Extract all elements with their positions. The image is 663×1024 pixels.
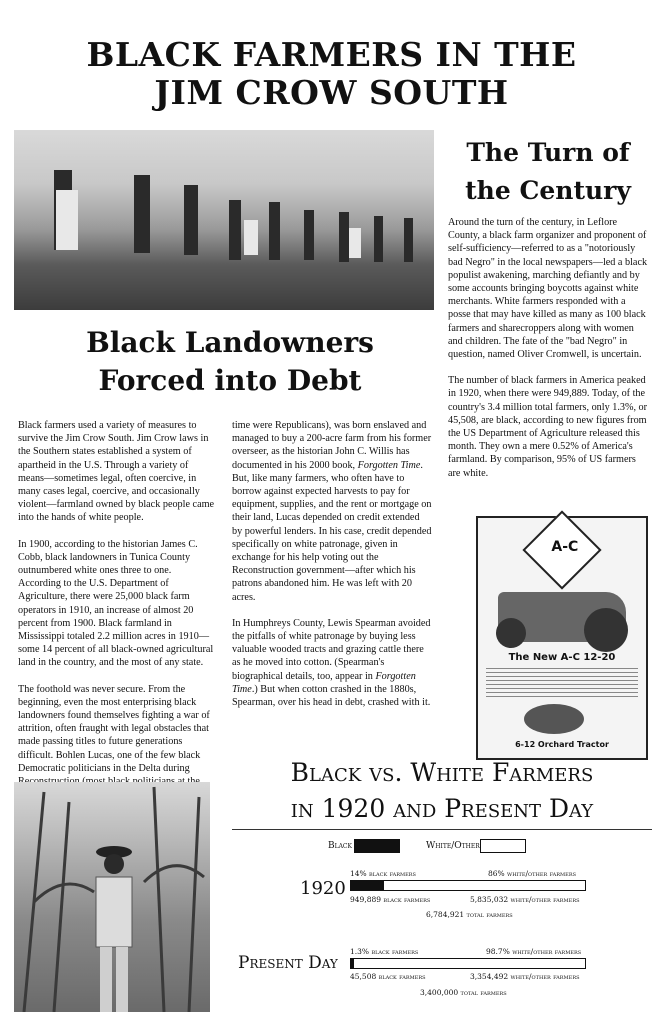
farmer-in-cornfield-photo <box>14 782 210 1012</box>
white-percent-label-present: 98.7% white/other farmers <box>486 947 582 956</box>
legend-white-label: White/Other <box>426 841 480 851</box>
paragraph: The number of black farmers in America peaked in 1920, when there were 949,889. Today, of the country's 3.4 million total farmers, only 1.3%, or 45,508, are black, according to new figures from the US Department of Agriculture released this month. They own a mere 0.52% of America's farmland. By comparison, 95% of US farmers are white. <box>448 375 648 479</box>
infographic-title-line2: in 1920 and Present Day <box>290 794 594 823</box>
main-title-line2: JIM CROW SOUTH <box>154 73 509 112</box>
paragraph: The foothold was never secure. From the beginning, even the most enterprising black landowners found themselves fighting a war of attrition, often fraught with legal obstacles that made passing titles to future generations difficult. Bohlen Lucas, one of the few black Democratic politicians in the Delta during <box>18 683 210 774</box>
bar-present-day <box>350 958 586 969</box>
field-workers-illustration <box>14 130 434 310</box>
text-run: In Humphreys County, Lewis Spearman avoided the pitfalls of white patronage by buying less valuable wooded tracts and grazing cattle there as he moved into cotton. (Spearman's biographical details, too, appear in <box>232 617 431 682</box>
cornfield-illustration <box>14 782 210 1012</box>
right-column-text <box>448 216 648 493</box>
left-column-text <box>18 419 216 801</box>
logo-text: A-C <box>551 539 579 556</box>
infographic-title-line1: Black vs. White Farmers <box>290 758 594 787</box>
tractor-front-wheel <box>496 618 526 648</box>
infographic-divider <box>232 829 652 830</box>
black-percent-label-1920: 14% black farmers <box>350 869 416 878</box>
legend-black-swatch <box>354 839 400 853</box>
white-count-label-1920: 5,835,032 white/other farmers <box>470 895 580 904</box>
paragraph <box>232 617 432 709</box>
text-run: .) But when cotton crashed in the 1880s, Spearman, over his head in debt, crashed with it. <box>232 683 431 709</box>
infographic-title <box>232 755 652 827</box>
black-count-label-present: 45,508 black farmers <box>350 972 426 981</box>
legend-black-label: Black <box>328 841 353 851</box>
black-share-bar-1920 <box>351 881 384 890</box>
text-run: . But, like many farmers, who often have to borrow against expected harvests to pay for equipment, supplies, and the rent or mortgage on their land, Lucas depended on credit extended by powerful lenders. In his case, credit depended specifically on white patronage, given in exchange for his help voting out the Reconstruction government—after which his patrons abandoned him. He was left with 20 acres. <box>232 459 432 603</box>
white-percent-label-1920: 86% white/other farmers <box>488 869 577 878</box>
ad-caption: The New A-C 12-20 <box>508 652 616 663</box>
turn-of-century-heading <box>448 134 648 210</box>
book-title: Forgotten Time <box>357 459 421 471</box>
paragraph: Black farmers used a variety of measures to survive the Jim Crow South. Jim Crow laws in the Southern states established a system of apartheid in the U.S. Through a variety of means—sometimes legal, often coercive, in many cases legal, coercive, and occasionally violent—farmland owned by black people came into the hands of white people. <box>18 420 215 524</box>
ad-fine-print <box>486 668 638 698</box>
category-label-present-day: Present Day <box>238 953 338 973</box>
tractor-rear-wheel <box>584 608 628 652</box>
main-title-line1: BLACK FARMERS IN THE <box>86 35 577 74</box>
main-title <box>40 36 623 112</box>
total-label-present: 3,400,000 total farmers <box>420 988 507 997</box>
tractor-advertisement <box>476 516 648 760</box>
turn-heading-line1: The Turn of <box>466 138 630 167</box>
allis-chalmers-logo <box>522 510 601 589</box>
bar-1920 <box>350 880 586 891</box>
book-title: Forgotten Time <box>232 670 416 695</box>
ad-caption-2: 6-12 Orchard Tractor <box>515 740 609 749</box>
text-run: time were Republicans), was born enslaved and managed to buy a 200-acre farm from his former overseer, as the historian John C. Willis has documented in his 2000 book, <box>232 420 432 471</box>
category-label-1920: 1920 <box>300 878 346 899</box>
legend-white-swatch <box>480 839 526 853</box>
field-workers-photo <box>14 130 434 310</box>
section-heading <box>40 324 420 400</box>
white-count-label-present: 3,354,492 white/other farmers <box>470 972 580 981</box>
paragraph: In 1900, according to the historian James C. Cobb, black landowners in Tunica County outnumbered white ones three to one. According to the U.S. Department of Agriculture, there were 25,000 black farm operators in 1910, an increase of almost 20 percent from 1900. Black farmland in Mississippi totaled 2.2 million acres in 1910—some 14 percent of all black-owned agricultural land in the country, and the most of any state. <box>18 538 214 669</box>
paragraph <box>232 419 432 604</box>
middle-column-text <box>232 419 432 722</box>
turn-heading-line2: the Century <box>465 176 631 205</box>
paragraph: Around the turn of the century, in Leflore County, a black farm organizer and proponent of self-sufficiency—referred to as a "notoriously bad Negro" in the local newspapers—led a black populist awakening, marching defiantly and by some accounts bringing boycotts against white merchants. White farmers responded with a posse that may have killed as many as 100 black farmers and sharecroppers along with women and children. The fate of the "bad Negro" in question, named Oliver Cromwell, is uncertain. <box>448 217 648 361</box>
section-heading-line1: Black Landowners <box>86 326 374 359</box>
section-heading-line2: Forced into Debt <box>98 364 362 397</box>
black-count-label-1920: 949,889 black farmers <box>350 895 431 904</box>
black-percent-label-present: 1.3% black farmers <box>350 947 419 956</box>
total-label-1920: 6,784,921 total farmers <box>426 910 513 919</box>
black-share-bar-present <box>351 959 354 968</box>
orchard-tractor-illustration <box>524 704 584 734</box>
